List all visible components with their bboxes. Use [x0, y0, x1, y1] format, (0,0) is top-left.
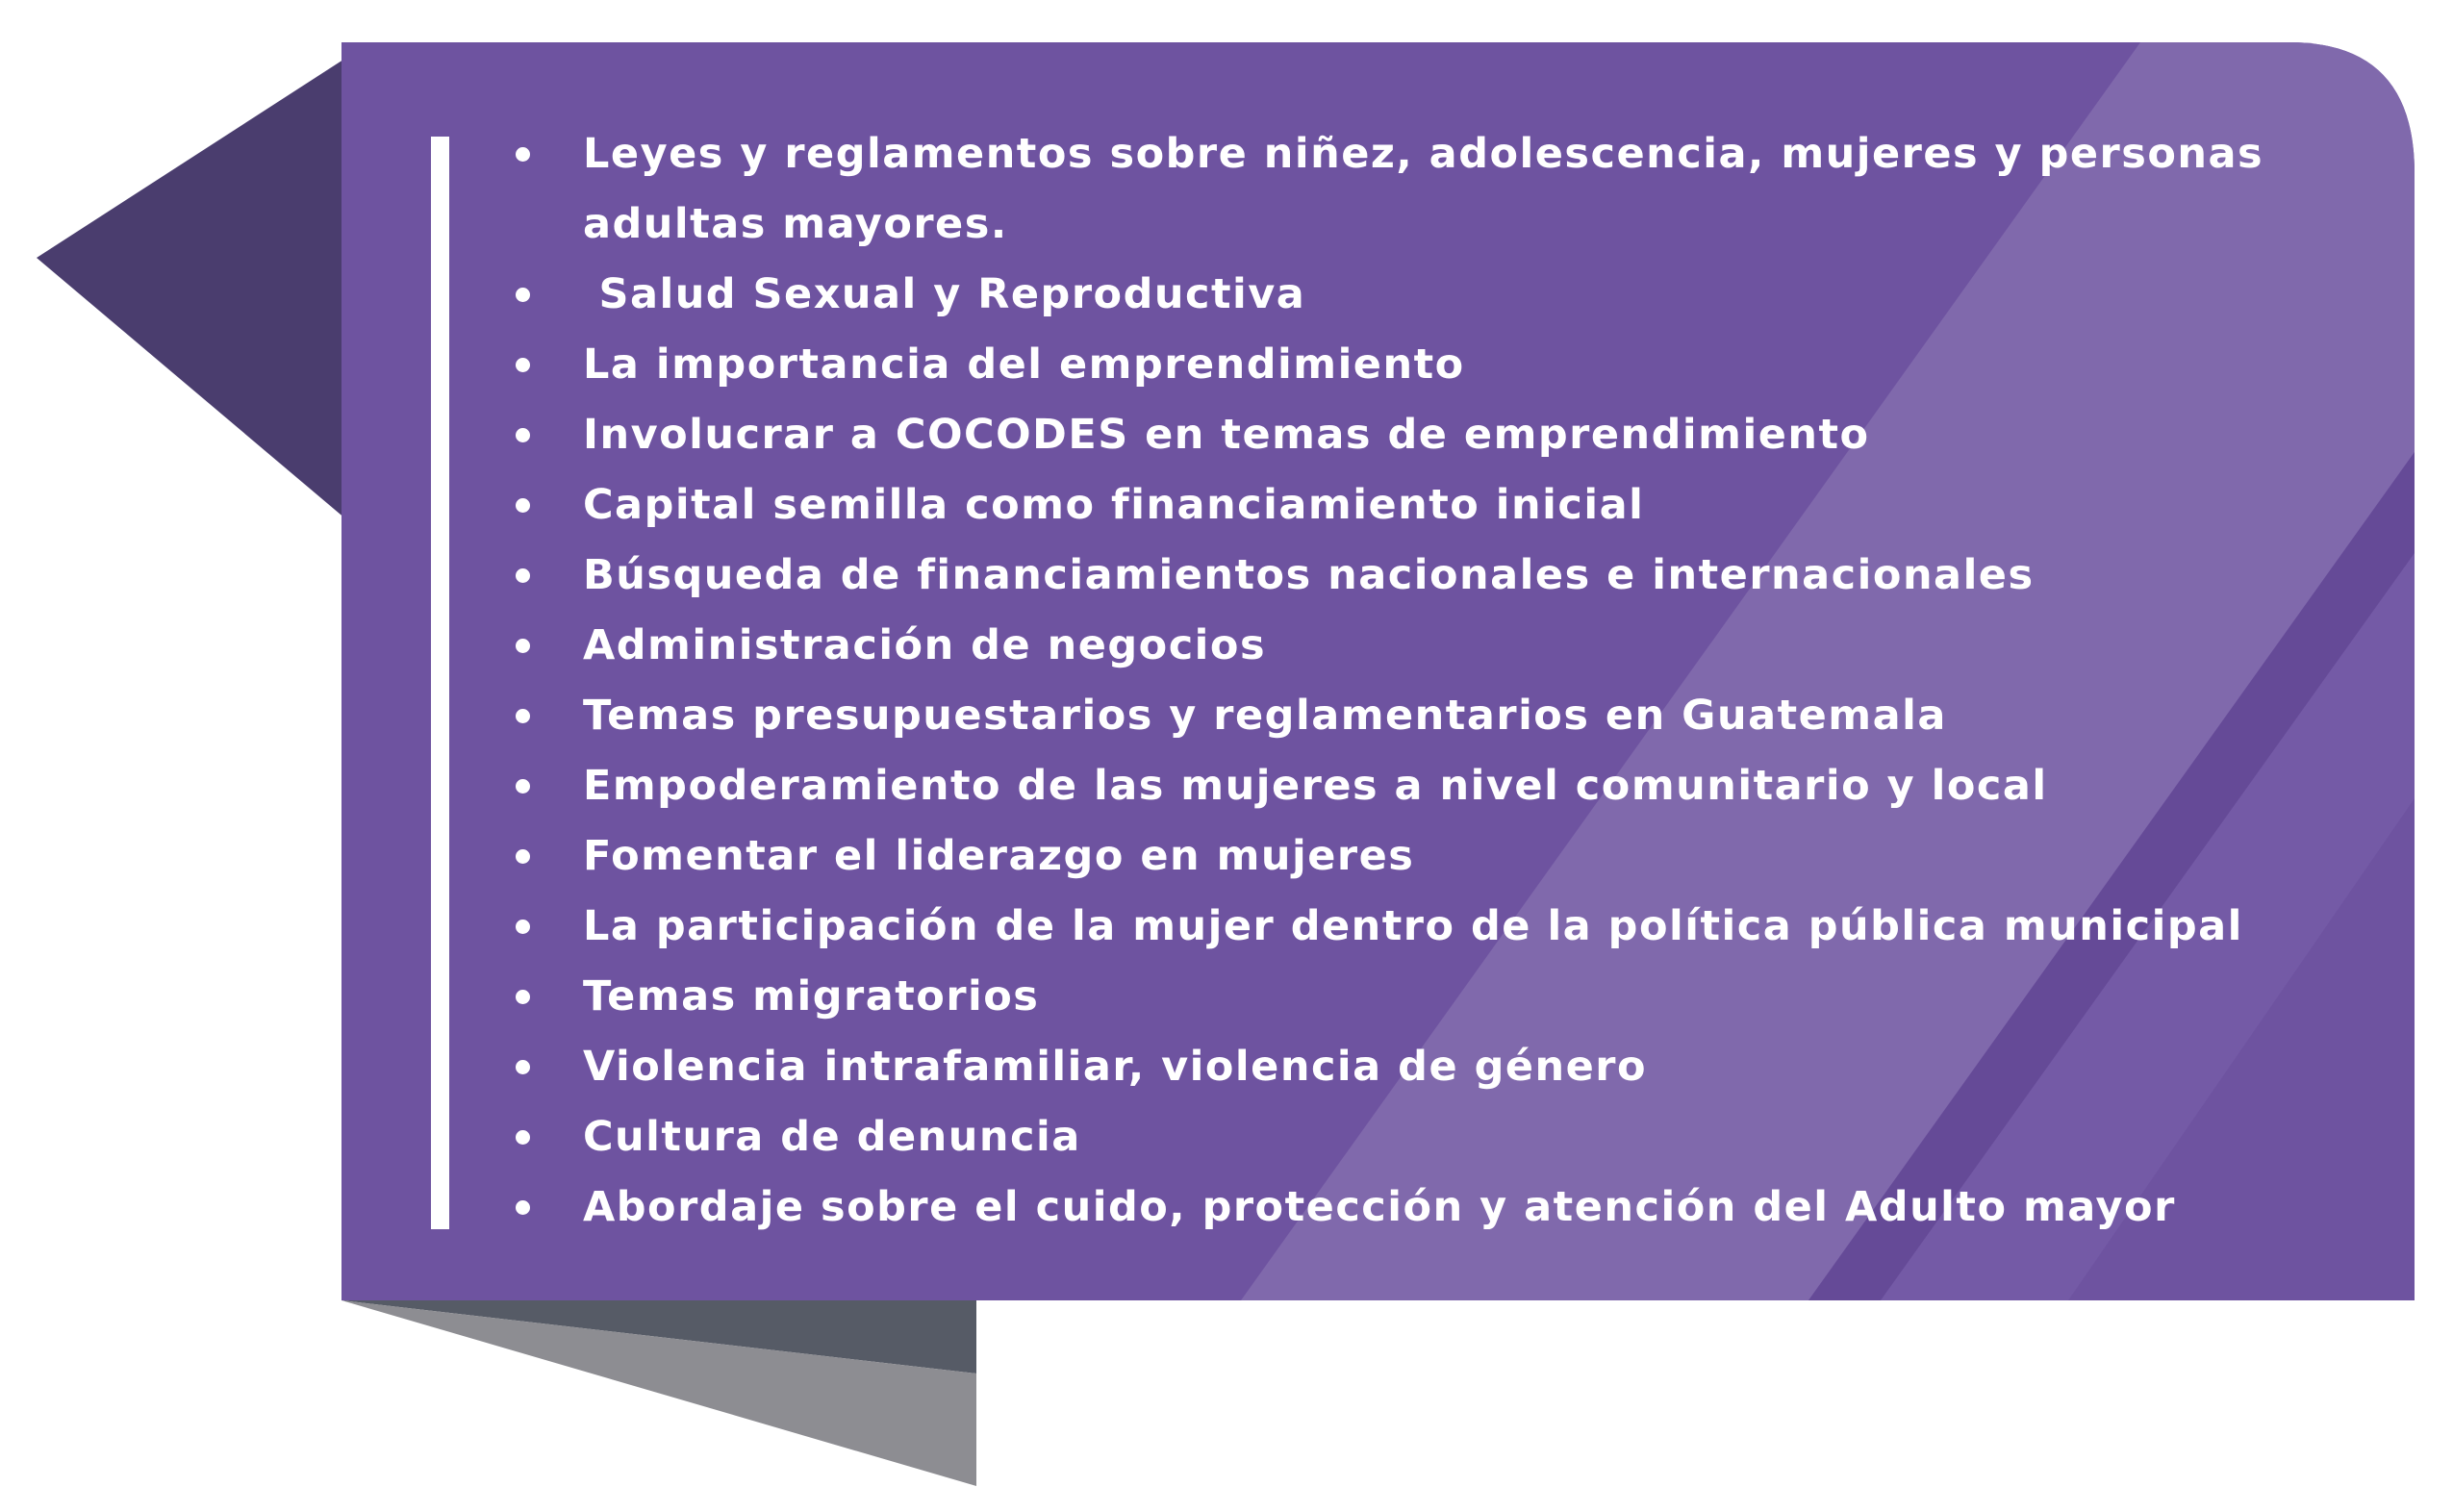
bullet-icon	[516, 568, 530, 583]
topic-text: Búsqueda de financiamientos nacionales e internacionales	[583, 551, 2035, 599]
topic-text: La participación de la mujer dentro de la política pública municipal	[583, 902, 2243, 950]
list-item	[516, 681, 2324, 751]
bullet-icon	[516, 358, 530, 372]
bullet-icon	[516, 639, 530, 653]
topic-text: Temas migratorios	[583, 972, 1040, 1021]
bullet-icon	[516, 779, 530, 794]
bullet-icon	[516, 147, 530, 162]
list-item	[516, 821, 2324, 892]
bullet-icon	[516, 498, 530, 513]
bullet-icon	[516, 1060, 530, 1074]
topic-text: Violencia intrafamiliar, violencia de género	[583, 1043, 1648, 1091]
topics-list	[516, 119, 2324, 1243]
bullet-icon	[516, 849, 530, 864]
bullet-icon	[516, 288, 530, 302]
topic-text: Capital semilla como financiamiento inicial	[583, 481, 1645, 529]
banner-fold-back	[37, 58, 346, 519]
list-item	[516, 1172, 2324, 1243]
topic-text: La importancia del emprendimiento	[583, 340, 1465, 389]
list-item	[516, 1102, 2324, 1172]
topic-text: Involucrar a COCODES en temas de emprendimiento	[583, 411, 1870, 459]
list-item	[516, 611, 2324, 681]
list-item	[516, 400, 2324, 470]
topic-text: Cultura de denuncia	[583, 1113, 1081, 1161]
topic-text: Salud Sexual y Reproductiva	[583, 270, 1306, 318]
list-item	[516, 541, 2324, 611]
list-item	[516, 330, 2324, 400]
list-item	[516, 751, 2324, 821]
topic-text: Leyes y reglamentos sobre niñez, adolescencia, mujeres y personas adultas mayores.	[583, 130, 2264, 248]
list-item	[516, 892, 2324, 962]
topic-text: Empoderamiento de las mujeres a nivel comunitario y local	[583, 762, 2048, 810]
bullet-icon	[516, 920, 530, 934]
list-item	[516, 260, 2324, 330]
topic-text: Fomentar el liderazgo en mujeres	[583, 832, 1415, 880]
bullet-icon	[516, 990, 530, 1004]
bullet-icon	[516, 1200, 530, 1215]
bullet-icon	[516, 709, 530, 723]
bullet-icon	[516, 428, 530, 442]
topic-text: Administración de negocios	[583, 621, 1267, 669]
list-item	[516, 470, 2324, 541]
list-item	[516, 962, 2324, 1032]
list-item	[516, 1032, 2324, 1102]
accent-bar	[431, 137, 449, 1229]
list-item	[516, 119, 2324, 260]
bullet-icon	[516, 1130, 530, 1145]
topic-text: Abordaje sobre el cuido, protección y atención del Adulto mayor	[583, 1183, 2176, 1231]
topic-text: Temas presupuestarios y reglamentarios en Guatemala	[583, 692, 1947, 740]
